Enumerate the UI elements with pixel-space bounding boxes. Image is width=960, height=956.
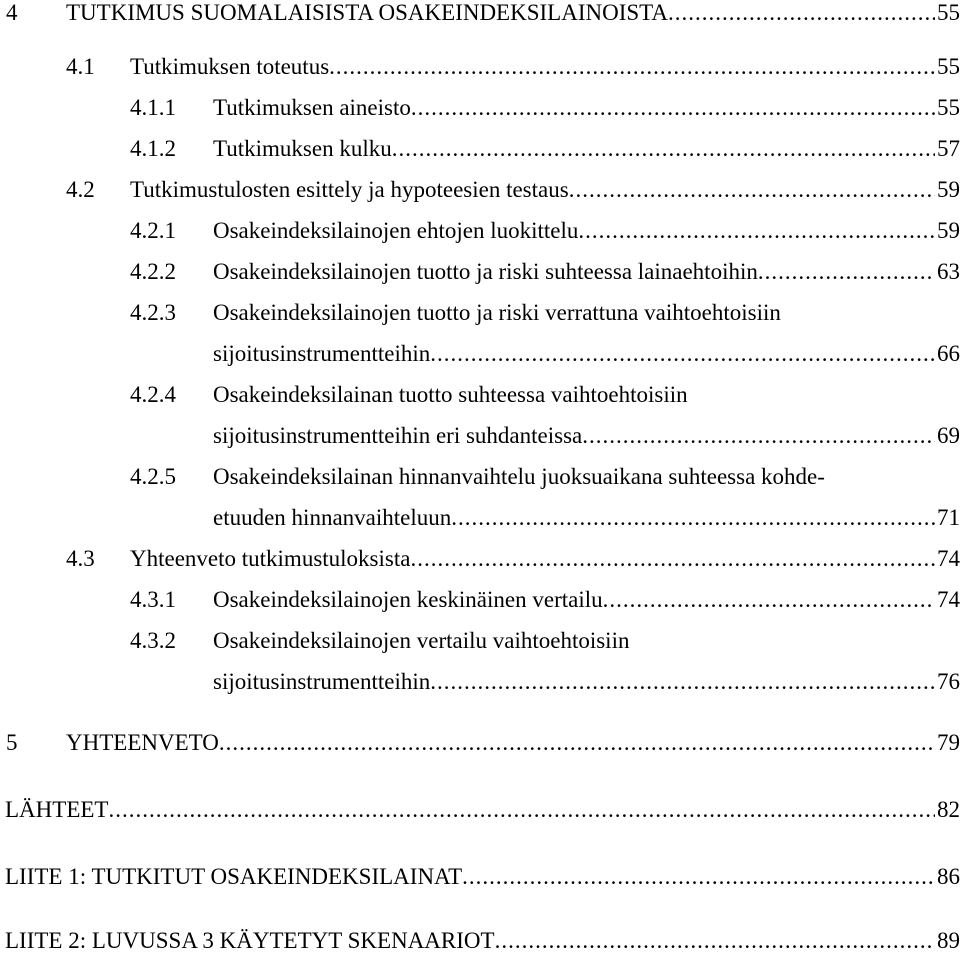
section-title: Tutkimuksen kulku <box>213 136 392 161</box>
toc-entry[interactable] <box>0 134 960 164</box>
toc-entry[interactable] <box>0 175 960 205</box>
toc-entry[interactable] <box>0 585 960 615</box>
dot-leader <box>219 728 935 758</box>
toc-entry-continuation[interactable] <box>0 667 960 697</box>
page-number: 71 <box>937 505 960 530</box>
page-number: 82 <box>937 797 960 822</box>
toc-line <box>5 926 960 956</box>
section-title: sijoitusinstrumentteihin <box>213 341 431 366</box>
toc-line <box>213 667 960 697</box>
page-number: 57 <box>937 136 960 161</box>
dot-leader <box>430 667 935 697</box>
page-number: 55 <box>937 95 960 120</box>
page-number: 55 <box>937 54 960 79</box>
section-number: 4.3.2 <box>130 628 176 653</box>
toc-entry[interactable] <box>0 380 960 410</box>
section-title: Osakeindeksilainojen ehtojen luokittelu <box>213 218 579 243</box>
section-title: Osakeindeksilainojen tuotto ja riski suhteessa lainaehtoihin <box>213 259 758 284</box>
toc-line <box>213 503 960 533</box>
dot-leader <box>578 216 935 246</box>
toc-entry[interactable] <box>0 795 960 825</box>
page-number: 69 <box>937 423 960 448</box>
toc-line <box>66 728 960 758</box>
section-number: 5 <box>6 730 18 755</box>
toc-line <box>130 544 960 574</box>
toc-entry-continuation[interactable] <box>0 421 960 451</box>
section-title-line1: Osakeindeksilainan tuotto suhteessa vaihtoehtoisiin <box>213 382 688 407</box>
section-number: 4.1.1 <box>130 95 176 120</box>
section-number: 4 <box>6 0 18 25</box>
toc-line <box>213 216 960 246</box>
toc-line <box>213 93 960 123</box>
section-title-line1: Osakeindeksilainojen vertailu vaihtoehtoisiin <box>213 628 630 653</box>
page-number: 55 <box>937 0 960 25</box>
toc-entry[interactable] <box>0 926 960 956</box>
toc-entry[interactable] <box>0 862 960 892</box>
section-title-line1: Osakeindeksilainojen tuotto ja riski verrattuna vaihtoehtoisiin <box>213 300 781 325</box>
toc-entry[interactable] <box>0 544 960 574</box>
section-number: 4.1.2 <box>130 136 176 161</box>
page-number: 74 <box>937 546 960 571</box>
section-title: LIITE 2: LUVUSSA 3 KÄYTETYT SKENAARIOT <box>5 928 495 953</box>
dot-leader <box>758 257 935 287</box>
toc-line <box>213 421 960 451</box>
dot-leader <box>430 339 935 369</box>
toc-line <box>213 585 960 615</box>
page-number: 89 <box>937 928 960 953</box>
dot-leader <box>108 795 935 825</box>
toc-entry[interactable] <box>0 298 960 328</box>
dot-leader <box>668 0 935 28</box>
page-number: 59 <box>937 177 960 202</box>
section-title: Tutkimuksen toteutus <box>130 54 330 79</box>
dot-leader <box>582 421 935 451</box>
toc-line <box>213 339 960 369</box>
section-title-line1: Osakeindeksilainan hinnanvaihtelu juoksuaikana suhteessa kohde- <box>213 464 825 489</box>
dot-leader <box>411 93 935 123</box>
toc-entry[interactable] <box>0 216 960 246</box>
section-title: Tutkimuksen aineisto <box>213 95 411 120</box>
page-number: 86 <box>937 864 960 889</box>
toc-entry[interactable] <box>0 728 960 758</box>
section-number: 4.1 <box>66 54 95 79</box>
dot-leader <box>603 585 935 615</box>
page-number: 66 <box>937 341 960 366</box>
section-number: 4.2 <box>66 177 95 202</box>
section-title: etuuden hinnanvaihteluun <box>213 505 452 530</box>
page-number: 59 <box>937 218 960 243</box>
toc-entry[interactable] <box>0 52 960 82</box>
section-title: sijoitusinstrumentteihin eri suhdanteissa <box>213 423 583 448</box>
dot-leader <box>410 544 935 574</box>
toc-entry[interactable] <box>0 257 960 287</box>
toc-entry-continuation[interactable] <box>0 503 960 533</box>
section-number: 4.2.4 <box>130 382 176 407</box>
page-number: 63 <box>937 259 960 284</box>
section-number: 4.3 <box>66 546 95 571</box>
page-number: 74 <box>937 587 960 612</box>
dot-leader <box>329 52 935 82</box>
toc-line <box>130 52 960 82</box>
section-title: Tutkimustulosten esittely ja hypoteesien testaus <box>130 177 569 202</box>
dot-leader <box>569 175 935 205</box>
toc-line <box>5 862 960 892</box>
dot-leader <box>451 503 935 533</box>
toc-line <box>213 134 960 164</box>
section-title: LIITE 1: TUTKITUT OSAKEINDEKSILAINAT <box>5 864 463 889</box>
section-title: LÄHTEET <box>5 797 109 822</box>
section-title: sijoitusinstrumentteihin <box>213 669 431 694</box>
toc-line <box>5 795 960 825</box>
dot-leader <box>392 134 935 164</box>
page-number: 76 <box>937 669 960 694</box>
dot-leader <box>495 926 935 956</box>
section-number: 4.2.2 <box>130 259 176 284</box>
page-number: 79 <box>937 730 960 755</box>
dot-leader <box>462 862 935 892</box>
section-title: Osakeindeksilainojen keskinäinen vertailu <box>213 587 603 612</box>
section-number: 4.2.3 <box>130 300 176 325</box>
section-title: Yhteenveto tutkimustuloksista <box>130 546 411 571</box>
section-title: YHTEENVETO <box>66 730 219 755</box>
section-number: 4.3.1 <box>130 587 176 612</box>
toc-entry[interactable] <box>0 93 960 123</box>
section-title: TUTKIMUS SUOMALAISISTA OSAKEINDEKSILAINOISTA <box>66 0 668 25</box>
section-number: 4.2.1 <box>130 218 176 243</box>
section-number: 4.2.5 <box>130 464 176 489</box>
toc-entry[interactable] <box>0 462 960 492</box>
toc-line <box>66 0 960 28</box>
toc-entry-continuation[interactable] <box>0 339 960 369</box>
toc-entry[interactable] <box>0 626 960 656</box>
toc-line <box>213 257 960 287</box>
toc-line <box>130 175 960 205</box>
toc-entry[interactable] <box>0 0 960 28</box>
